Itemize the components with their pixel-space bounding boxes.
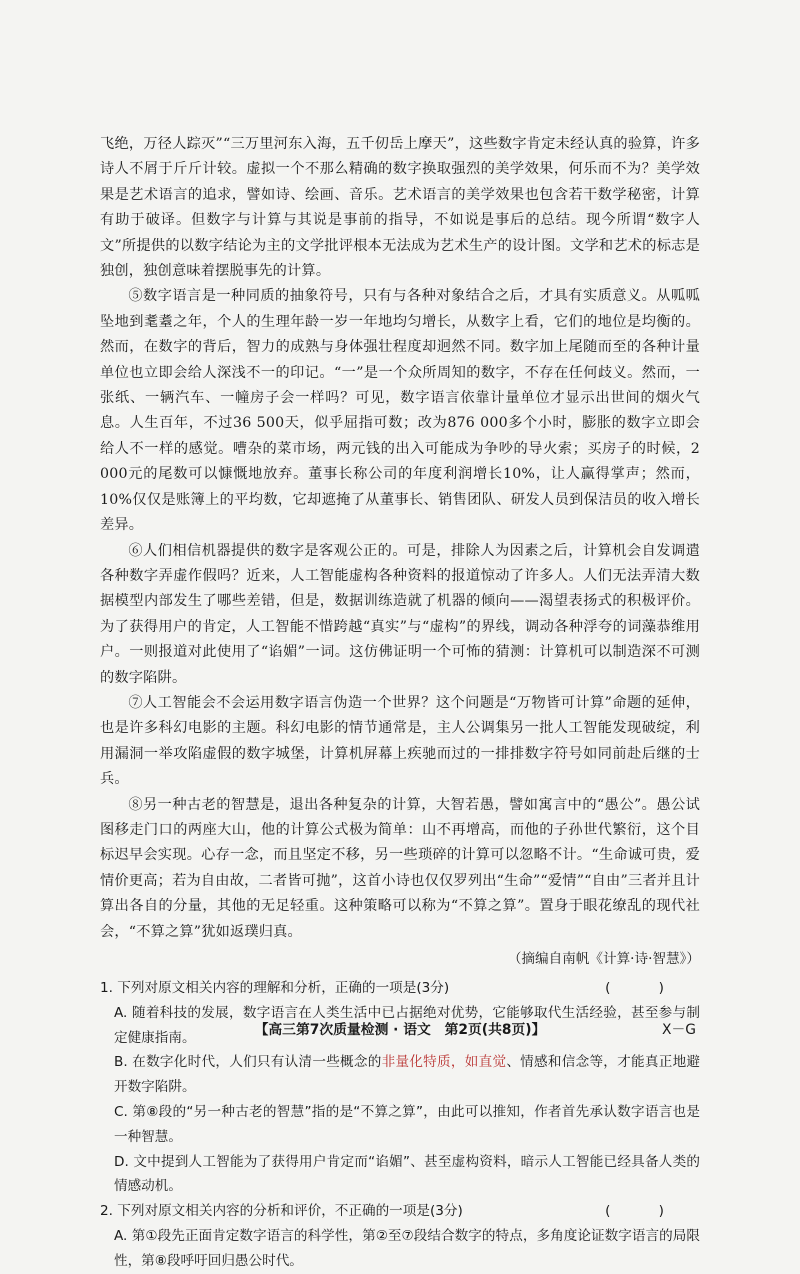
option-b-text-end: 、情感和信念等，才能真正地避开数字陷阱。 <box>114 1054 701 1096</box>
footer-code: X－G <box>662 1022 696 1038</box>
question-1 <box>100 976 700 1199</box>
option-b-highlight: 非量化特质，如直觉 <box>381 1054 507 1071</box>
option-b-text-start: B. 在数字化时代，人们只有认清一些概念的 <box>114 1054 382 1071</box>
passage-paragraph-7: ⑦人工智能会不会运用数字语言伪造一个世界？这个问题是“万物皆可计算”命题的延伸，也是许多科幻电影的主题。科幻电影的情节通常是，主人公调集另一批人工智能发现破绽，利用漏洞一举攻陷虚假的数字城堡，计算机屏幕上疾驰而过的一排排数字符号如同前赴后继的士兵。 <box>100 694 700 788</box>
option-a: A. 随着科技的发展，数字语言在人类生活中已占据绝对优势，它能够取代生活经验，甚至参与制定健康指南。 <box>114 1004 700 1046</box>
question-2 <box>100 1199 700 1273</box>
option-b <box>114 1050 700 1100</box>
question-2-text: 2. 下列对原文相关内容的分析和评价，不正确的一项是(3分) <box>100 1203 463 1220</box>
answer-paren: ( ) <box>605 980 686 996</box>
option-c: C. 第⑧段的“另一种古老的智慧”指的是“不算之算”，由此可以推知，作者首先承认数字语言也是一种智慧。 <box>114 1103 700 1145</box>
option-a: A. 第①段先正面肯定数字语言的科学性，第②至⑦段结合数字的特点，多角度论证数字语言的局限性，第⑧段呼吁回归愚公时代。 <box>114 1227 700 1269</box>
option-d: D. 文中提到人工智能为了获得用户肯定而“谄媚”、甚至虚构资料，暗示人工智能已经具备人类的情感动机。 <box>114 1153 700 1195</box>
passage-paragraph-5: ⑤数字语言是一种同质的抽象符号，只有与各种对象结合之后，才具有实质意义。从呱呱坠地到耄耋之年，个人的生理年龄一岁一年地均匀增长，从数字上看，它们的地位是均衡的。然而，在数字的背后，智力的成熟与身体强壮程度却迥然不同。数字加上尾随而至的各种计量单位也立即会给人深浅不一的印记。“一”是一个众所周知的数字，不存在任何歧义。然而，一张纸、一辆汽车、一幢房子会一样吗？可见，数字语言依靠计量单位才显示出世间的烟火气息。人生百年，不过36 500天，似乎屈指可数；改为876 000多个小时，膨胀的数字立即会给人不一样的感觉。嘈杂的菜市场，两元钱的出入可能成为争吵的导火索；买房子的时候，2 000元的尾数可以慷慨地放弃。董事长称公司的年度利润增长10%，让人赢得掌声；然而，10%仅仅是账簿上的平均数，它却遮掩了从董事长、销售团队、研发人员到保洁员的收入增长差异。 <box>100 288 700 534</box>
question-stem <box>100 1199 700 1224</box>
question-stem <box>100 976 700 1001</box>
passage-paragraph-8: ⑧另一种古老的智慧是，退出各种复杂的计算，大智若愚，譬如寓言中的“愚公”。愚公试图移走门口的两座大山，他的计算公式极为简单：山不再增高，而他的子孙世代繁衍，这个目标迟早会实现。心存一念，而且坚定不移，另一些琐碎的计算可以忽略不计。“生命诚可贵，爱情价更高；若为自由故，二者皆可抛”，这首小诗也仅仅罗列出“生命”“爱情”“自由”三者并且计算出各自的分量，其他的无足轻重。这种策略可以称为“不算之算”。置身于眼花缭乱的现代社会，“不算之算”犹如返璞归真。 <box>100 796 700 940</box>
passage-paragraph-continued: 飞绝，万径人踪灭”“三万里河东入海，五千仞岳上摩天”，这些数字肯定未经认真的验算，许多诗人不屑于斤斤计较。虚拟一个不那么精确的数字换取强烈的美学效果，何乐而不为？美学效果是艺术语言的追求，譬如诗、绘画、音乐。艺术语言的美学效果也包含若干数学秘密，计算有助于破译。但数字与计算与其说是事前的指导，不如说是事后的总结。现今所谓“数字人文”所提供的以数字结论为主的文学批评根本无法成为艺术生产的设计图。文学和艺术的标志是独创，独创意味着摆脱事先的计算。 <box>100 136 700 280</box>
passage-paragraph-6: ⑥人们相信机器提供的数字是客观公正的。可是，排除人为因素之后，计算机会自发调遣各种数字弄虚作假吗？近来，人工智能虚构各种资料的报道惊动了许多人。人们无法弄清大数据模型内部发生了哪些差错，但是，数据训练造就了机器的倾向——渴望表扬式的积极评价。为了获得用户的肯定，人工智能不惜跨越“真实”与“虚构”的界线，调动各种浮夸的词藻恭维用户。一则报道对此使用了“谄媚”一词。这仿佛证明一个可怖的猜测：计算机可以制造深不可测的数字陷阱。 <box>100 542 700 686</box>
answer-paren: ( ) <box>605 1203 686 1220</box>
passage-source: （摘编自南帆《计算·诗·智慧》） <box>507 951 700 967</box>
reading-passage <box>100 132 700 972</box>
footer-exam-info: 【高三第7次质量检测 · 语文 第2页(共8页)】 <box>254 1022 546 1038</box>
question-1-text: 1. 下列对原文相关内容的理解和分析，正确的一项是(3分) <box>100 980 450 996</box>
